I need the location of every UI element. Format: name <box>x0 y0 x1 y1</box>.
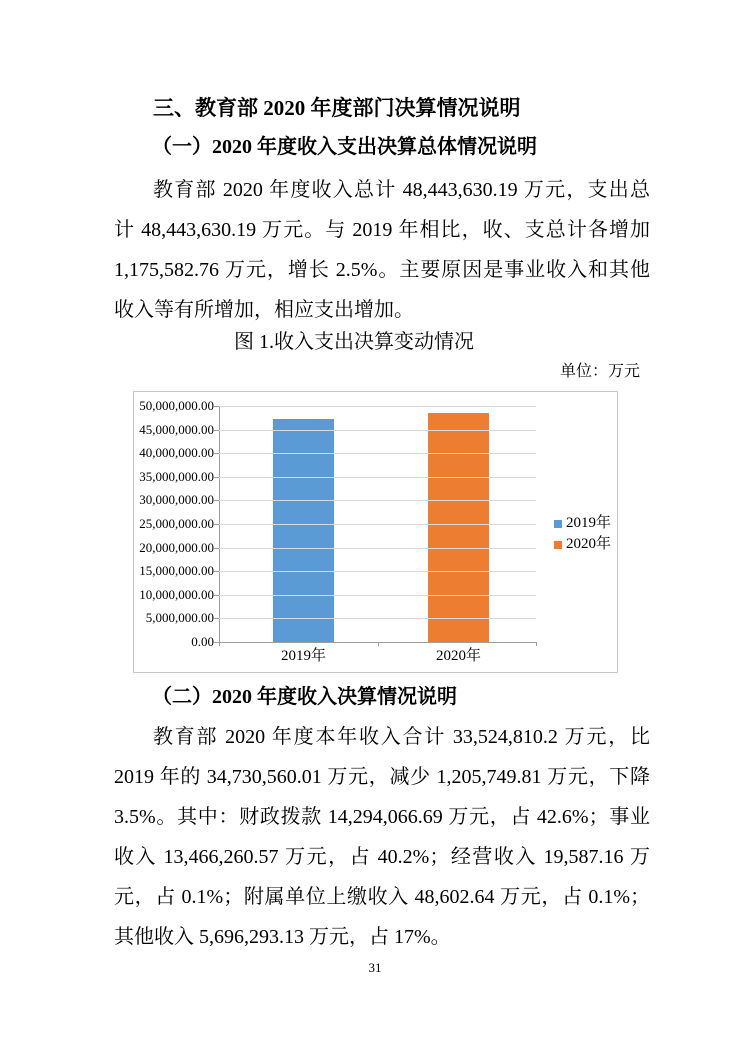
legend-label: 2020年 <box>566 536 612 552</box>
y-tick-mark <box>214 595 219 596</box>
y-tick-mark <box>214 453 219 454</box>
section-2-title: （二）2020 年度收入决算情况说明 <box>152 686 457 708</box>
legend-swatch-icon <box>554 520 562 528</box>
paragraph-line: 2019 年的 34,730,560.01 万元，减少 1,205,749.81 万元，下降 <box>114 766 650 788</box>
legend-item <box>554 513 611 534</box>
gridline <box>219 477 536 478</box>
paragraph-2 <box>114 717 650 957</box>
paragraph-line: 教育部 2020 年度本年收入合计 33,524,810.2 万元，比 <box>153 726 650 748</box>
gridline <box>219 500 536 501</box>
y-tick-mark <box>214 524 219 525</box>
paragraph-line: 3.5%。其中：财政拨款 14,294,066.69 万元，占 42.6%；事业 <box>114 806 650 828</box>
legend-swatch-icon <box>554 541 562 549</box>
y-axis-tick-label: 10,000,000.00 <box>139 586 214 602</box>
x-axis-category-label: 2020年 <box>435 648 481 664</box>
gridline <box>219 571 536 572</box>
y-axis-tick-label: 25,000,000.00 <box>139 516 214 531</box>
unit-label: 单位：万元 <box>559 363 640 380</box>
paragraph-1 <box>114 170 650 330</box>
y-axis-tick-label: 0.00 <box>191 634 214 649</box>
y-axis-tick-label: 15,000,000.00 <box>139 563 214 579</box>
paragraph-line: 教育部 2020 年度收入总计 48,443,630.19 万元，支出总 <box>153 179 650 201</box>
paragraph-line: 收入 13,466,260.57 万元，占 40.2%；经营收入 19,587.16 万 <box>114 846 650 868</box>
doc-heading: 三、教育部 2020 年度部门决算情况说明 <box>153 96 521 120</box>
figure-caption: 图 1.收入支出决算变动情况 <box>234 331 474 353</box>
gridline <box>219 618 536 619</box>
x-tick-mark <box>378 642 379 646</box>
legend-item <box>554 534 611 555</box>
figure-chart <box>133 391 618 673</box>
y-tick-mark <box>214 477 219 478</box>
y-axis-tick-label: 20,000,000.00 <box>139 539 214 555</box>
section-1-title: （一）2020 年度收入支出决算总体情况说明 <box>152 136 537 158</box>
gridline <box>219 595 536 596</box>
x-tick-mark <box>219 642 220 646</box>
y-tick-mark <box>214 618 219 619</box>
y-axis-tick-label: 50,000,000.00 <box>139 398 214 413</box>
y-tick-mark <box>214 430 219 431</box>
gridline <box>219 524 536 525</box>
gridline <box>219 453 536 454</box>
y-axis-tick-label: 30,000,000.00 <box>139 492 214 508</box>
y-tick-mark <box>214 406 219 407</box>
gridline <box>219 430 536 431</box>
x-axis-category-label: 2019年 <box>280 648 326 664</box>
chart-legend <box>554 513 611 555</box>
x-tick-mark <box>536 642 537 646</box>
gridline <box>219 548 536 549</box>
paragraph-line: 1,175,582.76 万元，增长 2.5%。主要原因是事业收入和其他 <box>114 259 650 281</box>
gridline <box>219 406 536 407</box>
legend-label: 2019年 <box>566 515 612 531</box>
y-axis-tick-label: 45,000,000.00 <box>139 421 214 437</box>
y-axis-tick-label: 35,000,000.00 <box>139 468 214 484</box>
y-axis-tick-label: 40,000,000.00 <box>139 445 214 461</box>
paragraph-line: 元，占 0.1%；附属单位上缴收入 48,602.64 万元，占 0.1%； <box>114 886 650 908</box>
y-tick-mark <box>214 548 219 549</box>
page-number: 31 <box>368 960 382 975</box>
y-axis-tick-label: 5,000,000.00 <box>145 610 214 626</box>
paragraph-line: 收入等有所增加，相应支出增加。 <box>114 299 414 321</box>
paragraph-line: 其他收入 5,696,293.13 万元，占 17%。 <box>114 926 451 948</box>
paragraph-line: 计 48,443,630.19 万元。与 2019 年相比，收、支总计各增加 <box>114 219 650 241</box>
y-tick-mark <box>214 571 219 572</box>
y-tick-mark <box>214 500 219 501</box>
bar-2020年 <box>428 413 489 642</box>
